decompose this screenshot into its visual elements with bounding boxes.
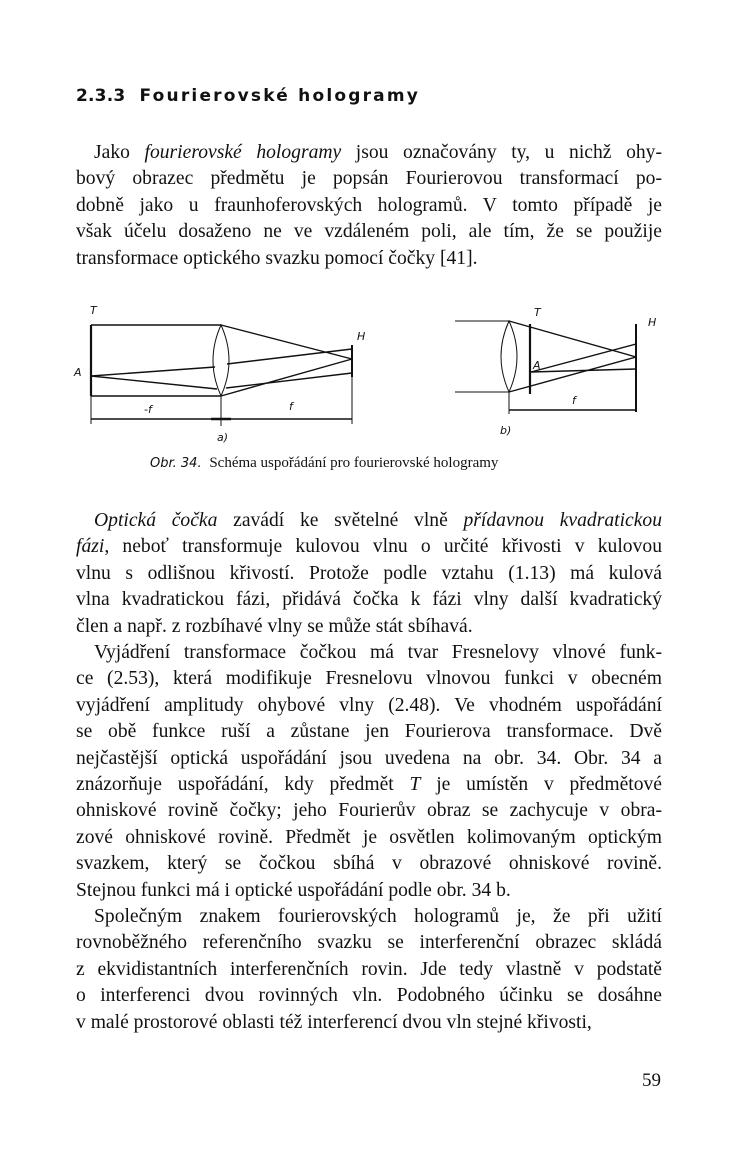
paragraph-optical-lens: [76, 508, 662, 640]
paragraph-common-feature: [76, 904, 662, 1036]
text-line: však účelu dosaženo ne ve vzdáleném poli, ale tím, že se použije: [76, 221, 662, 243]
panel-a-diagram: [91, 325, 352, 426]
label-H-b: H: [648, 316, 657, 329]
text-line: Optická čočka zavádí ke světelné vlně přídavnou kvadratickou: [94, 510, 663, 531]
emphasized-term: přídavnou kvadratickou: [463, 510, 663, 531]
section-title: Fourierovské hologramy: [139, 86, 421, 106]
label-T-b: T: [534, 306, 541, 319]
label-H-a: H: [357, 330, 366, 343]
label-T-a: T: [90, 304, 97, 317]
text-line: člen a např. z rozbíhavé vlny se může stát sbíhavá.: [76, 615, 473, 637]
ray-a-5: [227, 349, 352, 364]
lens-a: [213, 325, 229, 396]
label-A-a: A: [74, 366, 82, 379]
figure-caption: [150, 455, 498, 472]
ray-a-2: [91, 376, 217, 389]
text-line: Stejnou funkci má i optické uspořádání podle obr. 34 b.: [76, 879, 511, 901]
emphasized-term: Optická čočka: [94, 510, 218, 531]
text-line: o interferenci dvou rovinných vln. Podobného účinku se dosáhne: [76, 985, 662, 1007]
text-line: Jako fourierovské hologramy jsou označovány ty, u nichž ohy-: [94, 142, 662, 163]
ray-a-6: [226, 373, 352, 388]
text-line: v malé prostorové oblasti též interferencí dvou vln stejné křivosti,: [76, 1011, 592, 1033]
text-line: rovnoběžného referenčního svazku se interferenční obrazec skládá: [76, 932, 662, 954]
optical-diagram: [60, 296, 700, 446]
figure-caption-label: Obr. 34.: [150, 456, 202, 471]
text-line: znázorňuje uspořádání, kdy předmět T je umístěn v předmětové: [76, 774, 662, 796]
text-line: se obě funkce ruší a zůstane jen Fourierova transformace. Dvě: [76, 721, 662, 743]
emphasized-term: fázi: [76, 536, 105, 558]
figure-34: [60, 296, 700, 446]
ray-b-3: [531, 344, 636, 372]
text-line: vlna kvadratickou fázi, přidává čočka k fázi vlny další kvadratický: [76, 589, 662, 611]
paragraph-intro: [76, 140, 662, 272]
text-line: Vyjádření transformace čočkou má tvar Fresnelovy vlnové funk-: [94, 642, 662, 663]
section-heading: [76, 86, 420, 106]
ray-a-3: [221, 325, 352, 359]
text-line: nejčastější optická uspořádání jsou uvedena na obr. 34. Obr. 34 a: [76, 747, 662, 769]
text-line: svazkem, který se čočkou sbíhá v obrazové ohniskové rovině.: [76, 853, 662, 875]
text-line: dobně jako u fraunhoferovských hologramů. V tomto případě je: [76, 194, 662, 216]
label-panel-b: b): [500, 424, 512, 437]
section-number: 2.3.3: [76, 86, 126, 106]
text-line: transformace optického svazku pomocí čočky [41].: [76, 247, 478, 269]
ray-b-2: [509, 357, 636, 392]
figure-caption-text: Schéma uspořádání pro fourierovské hologramy: [209, 455, 499, 471]
ray-a-4: [221, 359, 352, 396]
text-line: zové ohniskové rovině. Předmět je osvětlen kolimovaným optickým: [76, 826, 662, 848]
text-line: Společným znakem fourierovských hologramů je, že při užití: [94, 906, 662, 927]
paragraph-transformation: [76, 640, 662, 904]
ray-a-1: [91, 367, 215, 376]
label-f-a: f: [289, 400, 293, 413]
text-line: z ekvidistantních interferenčních rovin. Jde tedy vlastně v podstatě: [76, 958, 662, 980]
lens-b: [501, 321, 517, 392]
text-line: vlnu s odlišnou křivostí. Protože podle vztahu (1.13) má kulová: [76, 562, 662, 584]
emphasized-term: T: [409, 774, 421, 796]
text-line: ce (2.53), která modifikuje Fresnelovu vlnovou funkci v obecném: [76, 668, 662, 690]
page-number: 59: [642, 1070, 661, 1091]
emphasized-term: fourierovské hologramy: [144, 142, 342, 163]
text-line: ohniskové rovině čočky; jeho Fourierův obraz se zachycuje v obra-: [76, 800, 662, 822]
label-f-b: f: [572, 394, 576, 407]
ray-b-1: [509, 321, 636, 357]
text-line: vyjádření amplitudy ohybové vlny (2.48). Ve vhodném uspořádání: [76, 694, 662, 716]
label-A-b: A: [533, 359, 541, 372]
label-panel-a: a): [217, 431, 229, 444]
label-minus-f: -f: [144, 403, 152, 416]
text-line: fázi, neboť transformuje kulovou vlnu o určité křivosti v kulovou: [76, 536, 662, 558]
panel-b-diagram: [455, 321, 636, 414]
text-line: bový obrazec předmětu je popsán Fourierovou transformací po-: [76, 168, 662, 190]
